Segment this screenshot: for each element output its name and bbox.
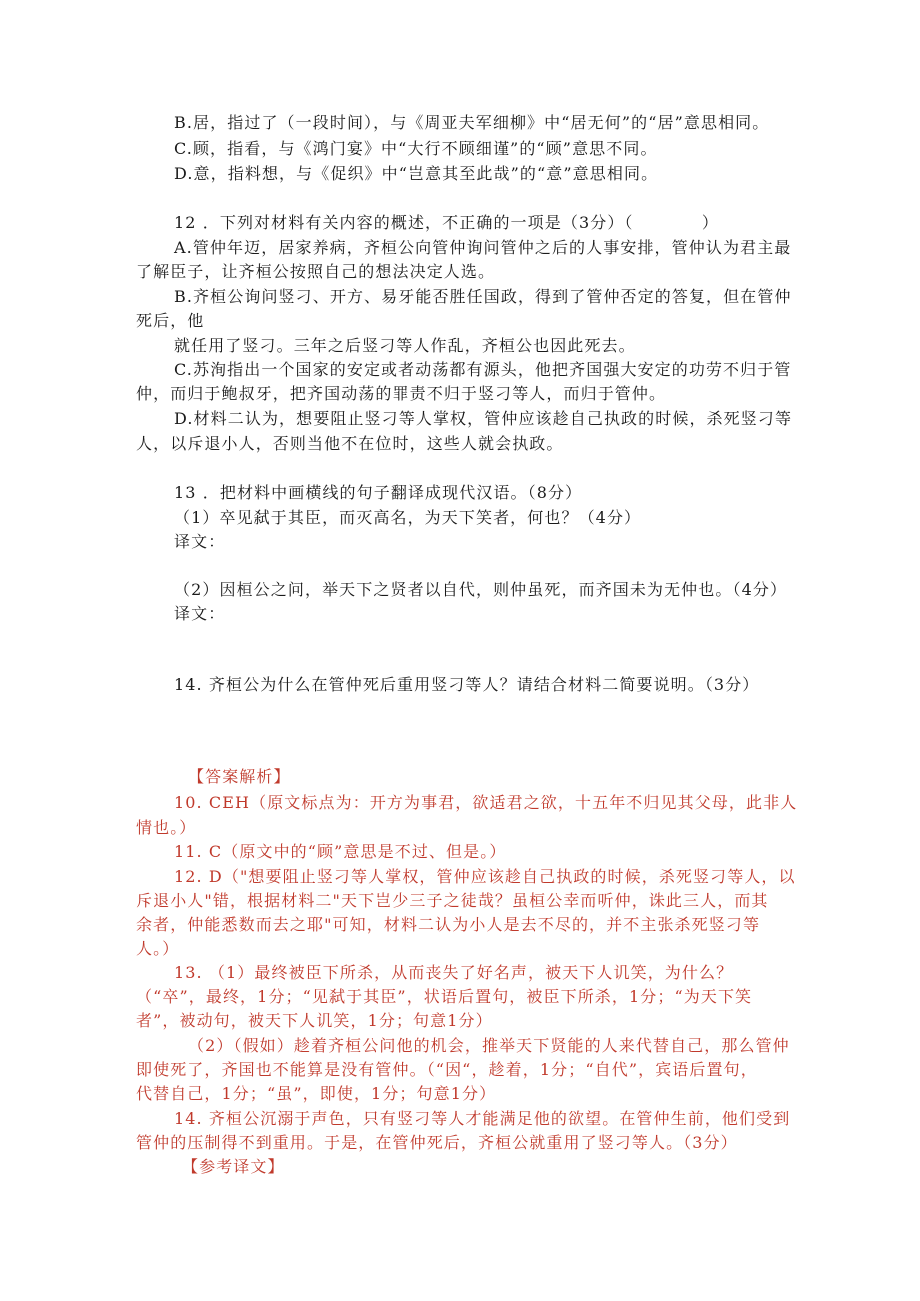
q12-option-b-line2: 死后，他 bbox=[136, 311, 205, 330]
answer-13-line6: 代替自己，1分；“虽”，即使，1分；句意1分） bbox=[136, 1084, 497, 1103]
answer-header: 【答案解析】 bbox=[188, 767, 291, 786]
q13-translation-2-label: 译文： bbox=[174, 604, 226, 623]
q13-sentence-1: （1）卒见弑于其臣，而灭高名，为天下笑者，何也？（4分） bbox=[174, 508, 642, 527]
answer-11: 11. C（原文中的“顾”意思是不过、但是。） bbox=[174, 842, 507, 861]
q12-option-b-line3: 就任用了竖刁。三年之后竖刁等人作乱，齐桓公也因此死去。 bbox=[174, 336, 636, 355]
answer-13-line3: 者”，被动句，被天下人讥笑，1分；句意1分） bbox=[136, 1011, 493, 1030]
answer-13-line2: （“卒”，最终，1分；“见弑于其臣”，状语后置句，被臣下所杀，1分；“为天下笑 bbox=[136, 987, 753, 1006]
q11-option-d: D.意，指料想，与《促织》中“岂意其至此哉”的“意”意思相同。 bbox=[174, 164, 659, 183]
q12-option-d-line1: D.材料二认为，想要阻止竖刁等人掌权，管仲应该趁自己执政的时候，杀死竖刁等 bbox=[174, 409, 793, 428]
q12-option-b-line1: B.齐桓公询问竖刁、开方、易牙能否胜任国政，得到了管仲否定的答复，但在管仲 bbox=[174, 287, 792, 306]
answer-13-line4: （2）（假如）趁着齐桓公问他的机会，推举天下贤能的人来代替自己，那么管仲 bbox=[188, 1036, 790, 1055]
q13-sentence-2: （2）因桓公之问，举天下之贤者以自代，则仲虽死，而齐国未为无仲也。（4分） bbox=[174, 580, 788, 599]
answer-10-line1: 10. CEH（原文标点为：开方为事君，欲适君之欲，十五年不归见其父母，此非人 bbox=[174, 793, 798, 812]
answer-13-line1: 13. （1）最终被臣下所杀，从而丧失了好名声，被天下人讥笑，为什么？ bbox=[174, 963, 734, 982]
answer-10-line2: 情也。） bbox=[136, 818, 197, 837]
q14-stem: 14. 齐桓公为什么在管仲死后重用竖刁等人？请结合材料二简要说明。（3分） bbox=[174, 675, 760, 694]
answer-14-line1: 14. 齐桓公沉溺于声色，只有竖刁等人才能满足他的欲望。在管仲生前，他们受到 bbox=[174, 1109, 791, 1128]
answer-12-line2: 斥退小人"错，根据材料二"天下岂少三子之徒哉？虽桓公幸而听仲，诛此三人，而其 bbox=[136, 891, 769, 910]
answer-12-line3: 余者，仲能悉数而去之耶"可知，材料二认为小人是去不尽的，并不主张杀死竖刁等 bbox=[136, 915, 761, 934]
q12-stem: 12 ．下列对材料有关内容的概述，不正确的一项是（3分）（ ） bbox=[174, 213, 720, 232]
q12-option-c-line2: 仲，而归于鲍叔牙，把齐国动荡的罪责不归于竖刁等人，而归于管仲。 bbox=[136, 384, 667, 403]
answer-12-line1: 12. D（"想要阻止竖刁等人掌权，管仲应该趁自己执政的时候，杀死竖刁等人，以 bbox=[174, 867, 796, 886]
q11-option-c: C.顾，指看，与《鸿门宴》中“大行不顾细谨”的“顾”意思不同。 bbox=[174, 139, 658, 158]
reference-translation-header: 【参考译文】 bbox=[182, 1157, 285, 1176]
answer-14-line2: 管仲的压制得不到重用。于是，在管仲死后，齐桓公就重用了竖刁等人。（3分） bbox=[136, 1133, 738, 1152]
q13-translation-1-label: 译文： bbox=[174, 532, 226, 551]
answer-12-line4: 人。） bbox=[136, 939, 180, 958]
q11-option-b: B.居，指过了（一段时间），与《周亚夫军细柳》中“居无何”的“居”意思相同。 bbox=[174, 113, 770, 132]
q12-option-c-line1: C.苏洵指出一个国家的安定或者动荡都有源头，他把齐国强大安定的功劳不归于管 bbox=[174, 360, 792, 379]
q12-option-a-line1: A.管仲年迈，居家养病，齐桓公向管仲询问管仲之后的人事安排，管仲认为君主最 bbox=[174, 238, 792, 257]
q13-stem: 13 ．把材料中画横线的句子翻译成现代汉语。（8分） bbox=[174, 483, 583, 502]
q12-option-d-line2: 人，以斥退小人，否则当他不在位时，这些人就会执政。 bbox=[136, 434, 564, 453]
answer-13-line5: 即使死了，齐国也不能算是没有管仲。（“因“，趁着，1分；“自代”，宾语后置句， bbox=[136, 1060, 758, 1079]
q12-option-a-line2: 了解臣子，让齐桓公按照自己的想法决定人选。 bbox=[136, 262, 496, 281]
